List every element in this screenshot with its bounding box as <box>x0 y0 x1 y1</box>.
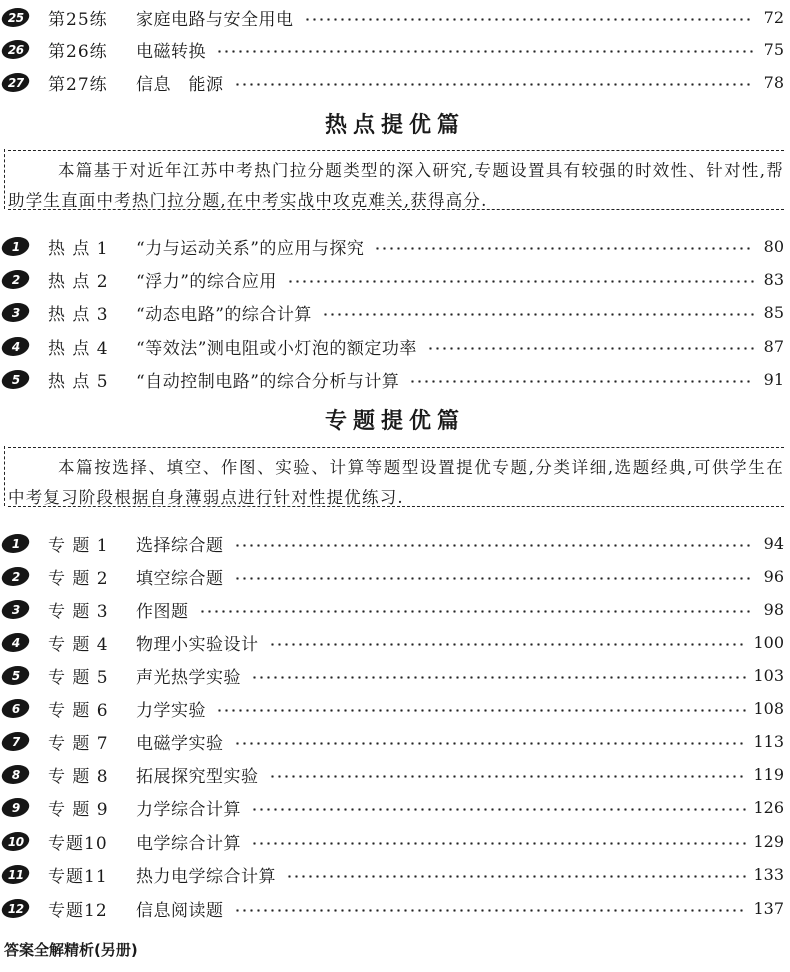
dot-leader <box>286 875 747 878</box>
intro-text: 本篇基于对近年江苏中考热门拉分题类型的深入研究,专题设置具有较强的时效性、针对性,帮助学生直面中考热门拉分题,在中考实战中攻克难关,获得高分. <box>8 161 784 210</box>
page-number: 75 <box>763 39 784 59</box>
page-number: 108 <box>753 698 784 718</box>
entry-title: 电磁学实验 <box>136 733 224 754</box>
entry-title: 电学综合计算 <box>136 833 241 854</box>
entry-label: 热 点 4 <box>48 338 109 359</box>
entry-label: 热 点 3 <box>48 304 109 325</box>
entry-label: 专题12 <box>48 900 108 921</box>
entry-title: “自动控制电路”的综合分析与计算 <box>136 371 400 392</box>
entry-label: 第27练 <box>48 74 108 95</box>
toc-entry[interactable] <box>0 695 784 721</box>
entry-label: 专 题 8 <box>48 766 109 787</box>
toc-entry[interactable] <box>0 828 784 854</box>
number-badge: 7 <box>0 732 31 751</box>
dot-leader <box>322 313 754 316</box>
number-badge: 10 <box>0 832 31 851</box>
page-number: 78 <box>763 72 784 92</box>
number-badge: 12 <box>0 899 31 918</box>
entry-title: 家庭电路与安全用电 <box>136 9 294 30</box>
entry-label: 第25练 <box>48 9 108 30</box>
entry-title: 声光热学实验 <box>136 667 241 688</box>
dot-leader <box>427 347 754 350</box>
dot-leader <box>304 18 755 21</box>
page-number: 103 <box>753 665 784 685</box>
number-badge: 5 <box>0 370 31 389</box>
entry-title: 信息阅读题 <box>136 900 224 921</box>
entry-label: 专 题 4 <box>48 634 109 655</box>
number-badge: 26 <box>0 40 31 59</box>
entry-title: 信息 能源 <box>136 74 224 95</box>
section-heading-hot: 热点提优篇 <box>324 113 465 138</box>
number-badge: 6 <box>0 699 31 718</box>
page-number: 98 <box>763 599 784 619</box>
page-number: 129 <box>753 831 784 851</box>
entry-label: 第26练 <box>48 41 108 62</box>
section-heading-special: 专题提优篇 <box>324 409 465 434</box>
dot-leader <box>287 280 754 283</box>
toc-entry[interactable] <box>0 662 784 688</box>
entry-label: 专 题 5 <box>48 667 109 688</box>
entry-label: 热 点 5 <box>48 371 109 392</box>
page-number: 85 <box>763 302 784 322</box>
dot-leader <box>216 709 747 712</box>
toc-entry[interactable] <box>0 266 784 292</box>
entry-title: 物理小实验设计 <box>136 634 259 655</box>
number-badge: 5 <box>0 666 31 685</box>
page-number: 87 <box>763 336 784 356</box>
toc-entry[interactable] <box>0 794 784 820</box>
entry-title: “动态电路”的综合计算 <box>136 304 312 325</box>
dot-leader <box>234 577 755 580</box>
entry-title: “浮力”的综合应用 <box>136 271 277 292</box>
toc-entry[interactable] <box>0 366 784 392</box>
entry-title: 填空综合题 <box>136 568 224 589</box>
page-number: 137 <box>753 898 784 918</box>
number-badge: 27 <box>0 73 31 92</box>
entry-label: 热 点 1 <box>48 238 109 259</box>
dot-leader <box>251 842 747 845</box>
toc-entry[interactable] <box>0 36 784 62</box>
page-number: 119 <box>753 764 784 784</box>
entry-title: 力学实验 <box>136 700 206 721</box>
number-badge: 3 <box>0 303 31 322</box>
toc-entry[interactable] <box>0 596 784 622</box>
section-intro-hot <box>8 150 784 210</box>
entry-title: 力学综合计算 <box>136 799 241 820</box>
page-number: 96 <box>763 566 784 586</box>
entry-label: 专 题 9 <box>48 799 109 820</box>
page-number: 91 <box>763 369 784 389</box>
entry-title: 热力电学综合计算 <box>136 866 276 887</box>
entry-title: “力与运动关系”的应用与探究 <box>136 238 365 259</box>
dot-leader <box>374 247 754 250</box>
entry-label: 专题11 <box>48 866 108 887</box>
number-badge: 2 <box>0 270 31 289</box>
toc-entry[interactable] <box>0 861 784 887</box>
entry-label: 专 题 1 <box>48 535 109 556</box>
dot-leader <box>269 643 748 646</box>
dot-leader <box>251 676 747 679</box>
number-badge: 11 <box>0 865 31 884</box>
entry-label: 专 题 2 <box>48 568 109 589</box>
dot-leader <box>234 83 755 86</box>
dot-leader <box>234 742 748 745</box>
dot-leader <box>251 808 747 811</box>
entry-label: 专 题 6 <box>48 700 109 721</box>
page-number: 113 <box>753 731 784 751</box>
page-number: 126 <box>753 797 784 817</box>
number-badge: 25 <box>0 8 31 27</box>
toc-entry[interactable] <box>0 299 784 325</box>
page-number: 94 <box>763 533 784 553</box>
dot-leader <box>409 380 754 383</box>
toc-entry[interactable] <box>0 895 784 921</box>
section-intro-special <box>8 447 784 507</box>
dot-leader <box>216 50 754 53</box>
toc-entry[interactable] <box>0 563 784 589</box>
answer-booklet-note: 答案全解精析(另册) <box>4 941 138 959</box>
number-badge: 2 <box>0 567 31 586</box>
number-badge: 8 <box>0 765 31 784</box>
toc-entry[interactable] <box>0 69 784 95</box>
dot-leader <box>199 610 755 613</box>
page-number: 80 <box>763 236 784 256</box>
page-number: 72 <box>763 7 784 27</box>
entry-label: 专 题 7 <box>48 733 109 754</box>
entry-label: 专题10 <box>48 833 108 854</box>
toc-entry[interactable] <box>0 233 784 259</box>
toc-entry[interactable] <box>0 728 784 754</box>
dot-leader <box>269 775 748 778</box>
page-number: 100 <box>753 632 784 652</box>
entry-title: 作图题 <box>136 601 189 622</box>
toc-entry[interactable] <box>0 333 784 359</box>
entry-title: 电磁转换 <box>136 41 206 62</box>
entry-title: 选择综合题 <box>136 535 224 556</box>
number-badge: 1 <box>0 237 31 256</box>
dot-leader <box>234 544 755 547</box>
number-badge: 4 <box>0 337 31 356</box>
toc-entry[interactable] <box>0 530 784 556</box>
dot-leader <box>234 909 748 912</box>
intro-text: 本篇按选择、填空、作图、实验、计算等题型设置提优专题,分类详细,选题经典,可供学生在中考复习阶段根据自身薄弱点进行针对性提优练习. <box>8 458 784 507</box>
number-badge: 9 <box>0 798 31 817</box>
toc-entry[interactable] <box>0 761 784 787</box>
toc-entry[interactable] <box>0 629 784 655</box>
entry-label: 专 题 3 <box>48 601 109 622</box>
entry-title: “等效法”测电阻或小灯泡的额定功率 <box>136 338 417 359</box>
number-badge: 4 <box>0 633 31 652</box>
toc-entry[interactable] <box>0 4 784 30</box>
number-badge: 3 <box>0 600 31 619</box>
page-number: 83 <box>763 269 784 289</box>
entry-label: 热 点 2 <box>48 271 109 292</box>
number-badge: 1 <box>0 534 31 553</box>
entry-title: 拓展探究型实验 <box>136 766 259 787</box>
page-number: 133 <box>753 864 784 884</box>
